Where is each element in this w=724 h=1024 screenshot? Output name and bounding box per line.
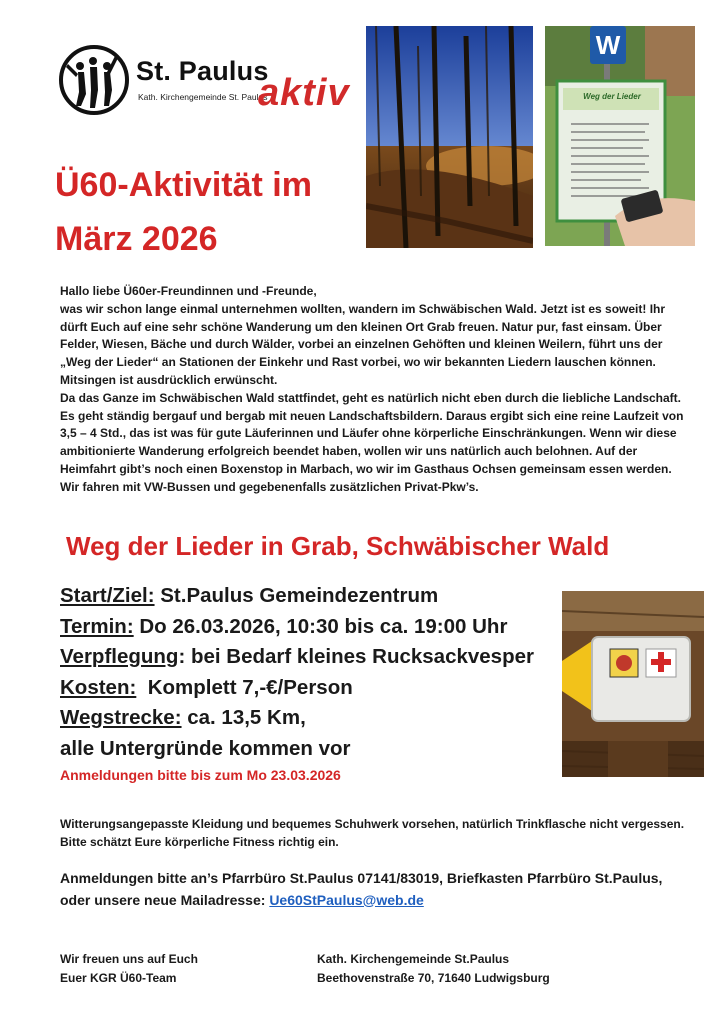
sign-letter: W: [595, 30, 621, 60]
footer-greeting: Wir freuen uns auf Euch: [60, 952, 198, 966]
detail-value: alle Untergründe kommen vor: [60, 736, 351, 760]
body-paragraph: Da das Ganze im Schwäbischen Wald stattfindet, geht es natürlich nicht eben durch die liebliche Landschaft. Es geht ständig bergauf und bergab mit neuen Landschaftsbildern. Daraus ergibt sich eine reine Laufzeit von 3,5 – 4 Std., das ist was für gute Läuferinnen und Läufer ohne körperliche Einschränkungen. Wenn wir diese ambitionierte Wanderung erfolgreich beendet haben, wollen wir uns natürlich auch belohnen. Auf der Heimfahrt gibt’s noch einen Boxenstop in Marbach, wo wir im Gasthaus Ochsen gemeinsam essen werden.: [60, 390, 684, 476]
detail-value: Do 26.03.2026, 10:30 bis ca. 19:00 Uhr: [133, 614, 508, 638]
logo-accent-word: aktiv: [258, 72, 350, 114]
detail-value: St.Paulus Gemeindezentrum: [154, 584, 439, 607]
song-trail-sign-photo: [545, 26, 695, 246]
title-line-1: Ü60-Aktivität im: [55, 166, 312, 204]
sign-board-title: Weg der Lieder: [583, 92, 641, 101]
body-paragraph: Wir fahren mit VW-Bussen und gegebenenfalls zusätzlichen Privat-Pkw’s.: [60, 479, 479, 494]
footer-team: Euer KGR Ü60-Team: [60, 971, 177, 985]
logo-subtitle: Kath. Kirchengemeinde St. Paulus: [138, 92, 268, 102]
intro-text: [60, 283, 686, 497]
forest-path-photo: [366, 26, 533, 248]
detail-value: : bei Bedarf kleines Rucksackvesper: [178, 645, 534, 668]
detail-distance: [60, 703, 560, 734]
detail-cost: [60, 673, 560, 704]
footer-organization: Kath. Kirchengemeinde St.Paulus: [317, 952, 510, 966]
event-subheadline: Weg der Lieder in Grab, Schwäbischer Wald: [66, 531, 610, 561]
people-circle-icon: [58, 44, 132, 116]
contact-text: Anmeldungen bitte an’s Pfarrbüro St.Paulus 07141/83019, Briefkasten Pfarrbüro St.Paulus, oder unsere neue Mailadresse:: [60, 870, 663, 908]
page-title: [55, 158, 365, 266]
first-aid-marker-photo: [562, 591, 704, 777]
title-line-2: März 2026: [55, 220, 218, 258]
detail-start: [60, 581, 560, 612]
footer-address: [317, 950, 697, 988]
detail-label: Start/Ziel:: [60, 584, 155, 607]
parish-logo: [58, 44, 358, 124]
detail-label: Kosten:: [60, 675, 137, 699]
detail-food: [60, 642, 560, 673]
detail-date: [60, 612, 560, 643]
body-paragraph: was wir schon lange einmal unternehmen wollten, wandern im Schwäbischen Wald. Jetzt ist es soweit! Ihr dürft Euch auf eine sehr schöne Wanderung um den kleinen Ort Grab freuen. Natur pur, fast einsam. Über Felder, Wiesen, Bäche und durch Wälder, vorbei an einzelnen Gehöften und kleinen Weilern, führt uns der „Weg der Lieder“ an Stationen der Einkehr und Rast vorbei, wo wir bekannten Liedern lauschen können. Mitsingen ist ausdrücklich erwünscht.: [60, 301, 666, 387]
registration-deadline: Anmeldungen bitte bis zum Mo 23.03.2026: [60, 767, 341, 783]
detail-terrain: [60, 734, 560, 765]
detail-label: Verpflegung: [60, 645, 179, 668]
footer-street: Beethovenstraße 70, 71640 Ludwigsburg: [317, 971, 550, 985]
detail-value: ca. 13,5 Km,: [181, 706, 306, 729]
event-details: [60, 581, 560, 764]
footer-signoff: [60, 950, 300, 988]
clothing-note: Witterungsangepasste Kleidung und bequemes Schuhwerk vorsehen, natürlich Trinkflasche nicht vergessen. Bitte schätzt Eure körperliche Fitness richtig ein.: [60, 817, 685, 849]
body-paragraph: Hallo liebe Ü60er-Freundinnen und -Freunde,: [60, 284, 317, 298]
logo-name: St. Paulus: [136, 56, 269, 86]
detail-label: Termin:: [60, 614, 134, 638]
detail-label: Wegstrecke:: [60, 706, 182, 729]
contact-info: [60, 868, 690, 911]
email-link[interactable]: Ue60StPaulus@web.de: [269, 891, 424, 908]
detail-value: Komplett 7,-€/Person: [136, 675, 353, 699]
